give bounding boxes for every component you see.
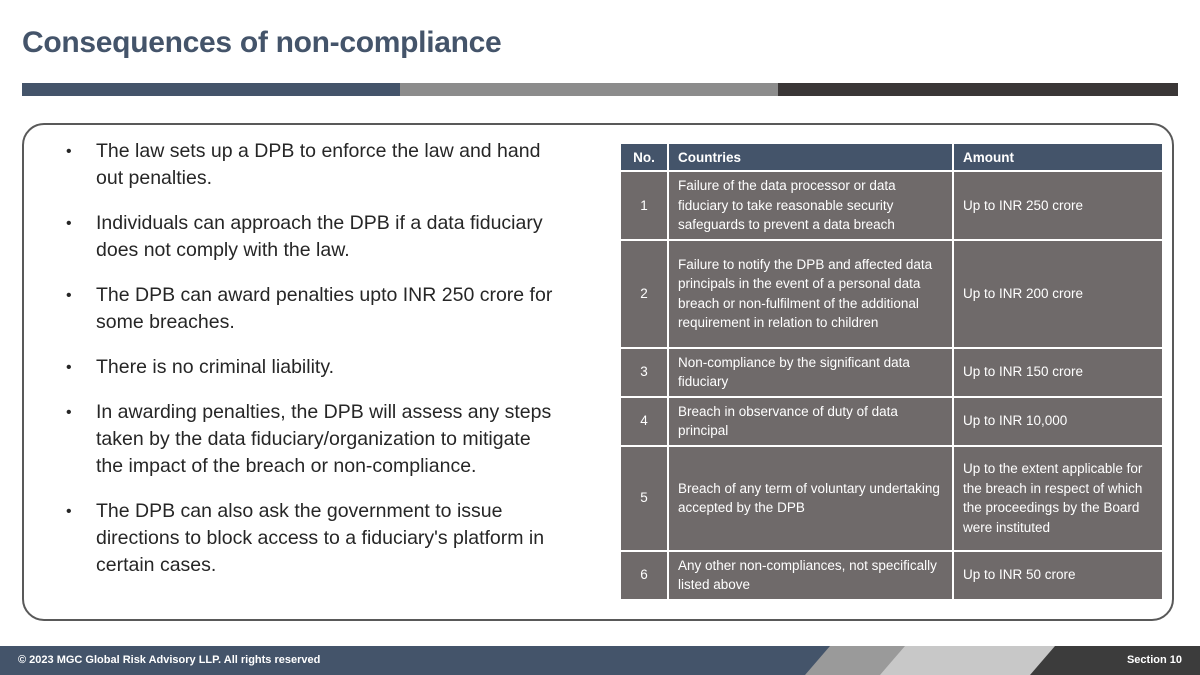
title-underline-segment-3: [778, 83, 1178, 96]
cell-amount: Up to INR 10,000: [953, 397, 1163, 446]
cell-country: Any other non-compliances, not specifically listed above: [668, 551, 953, 600]
header-countries: Countries: [668, 143, 953, 171]
cell-no: 4: [620, 397, 668, 446]
header-no: No.: [620, 143, 668, 171]
bullet-list: [64, 138, 554, 597]
table-row: [620, 397, 1163, 446]
bullet-text: The law sets up a DPB to enforce the law and hand out penalties.: [96, 140, 541, 189]
table-row: [620, 240, 1163, 348]
cell-amount: Up to INR 200 crore: [953, 240, 1163, 348]
table-row: [620, 551, 1163, 600]
bullet-dot-icon: •: [66, 143, 72, 160]
bullet-item: [64, 354, 554, 381]
bullet-text: The DPB can also ask the government to issue directions to block access to a fiduciary's platform in certain cases.: [96, 500, 545, 576]
cell-amount: Up to INR 250 crore: [953, 171, 1163, 240]
cell-country: Non-compliance by the significant data fiduciary: [668, 348, 953, 397]
table-header-row: [620, 143, 1163, 171]
bullet-dot-icon: •: [66, 215, 72, 232]
copyright-text: © 2023 MGC Global Risk Advisory LLP. All rights reserved: [18, 654, 321, 666]
table-row: [620, 348, 1163, 397]
bullet-text: Individuals can approach the DPB if a data fiduciary does not comply with the law.: [96, 212, 543, 261]
table-row: [620, 446, 1163, 551]
cell-no: 1: [620, 171, 668, 240]
cell-country: Breach in observance of duty of data principal: [668, 397, 953, 446]
bullet-item: [64, 498, 554, 579]
cell-amount: Up to the extent applicable for the breach in respect of which the proceedings by the Board were instituted: [953, 446, 1163, 551]
penalties-table: [619, 142, 1164, 601]
cell-no: 5: [620, 446, 668, 551]
header-amount: Amount: [953, 143, 1163, 171]
bullet-dot-icon: •: [66, 404, 72, 421]
title-underline-segment-2: [400, 83, 778, 96]
slide-title: Consequences of non-compliance: [22, 26, 502, 59]
cell-no: 6: [620, 551, 668, 600]
table-row: [620, 171, 1163, 240]
bullet-item: [64, 138, 554, 192]
bullet-dot-icon: •: [66, 359, 72, 376]
bullet-text: In awarding penalties, the DPB will assess any steps taken by the data fiduciary/organization to mitigate the impact of the breach or non-compliance.: [96, 401, 552, 477]
bullet-dot-icon: •: [66, 503, 72, 520]
cell-country: Failure to notify the DPB and affected data principals in the event of a personal data breach or non-fulfilment of the additional requirement in relation to children: [668, 240, 953, 348]
bullet-text: The DPB can award penalties upto INR 250 crore for some breaches.: [96, 284, 553, 333]
cell-country: Breach of any term of voluntary undertaking accepted by the DPB: [668, 446, 953, 551]
cell-amount: Up to INR 150 crore: [953, 348, 1163, 397]
bullet-text: There is no criminal liability.: [96, 356, 335, 378]
bullet-item: [64, 210, 554, 264]
footer-bar: [0, 646, 1200, 675]
cell-amount: Up to INR 50 crore: [953, 551, 1163, 600]
cell-country: Failure of the data processor or data fiduciary to take reasonable security safeguards to prevent a data breach: [668, 171, 953, 240]
bullet-dot-icon: •: [66, 287, 72, 304]
cell-no: 3: [620, 348, 668, 397]
title-underline-segment-1: [22, 83, 400, 96]
bullet-item: [64, 282, 554, 336]
bullet-item: [64, 399, 554, 480]
section-label: Section 10: [1126, 654, 1182, 666]
cell-no: 2: [620, 240, 668, 348]
